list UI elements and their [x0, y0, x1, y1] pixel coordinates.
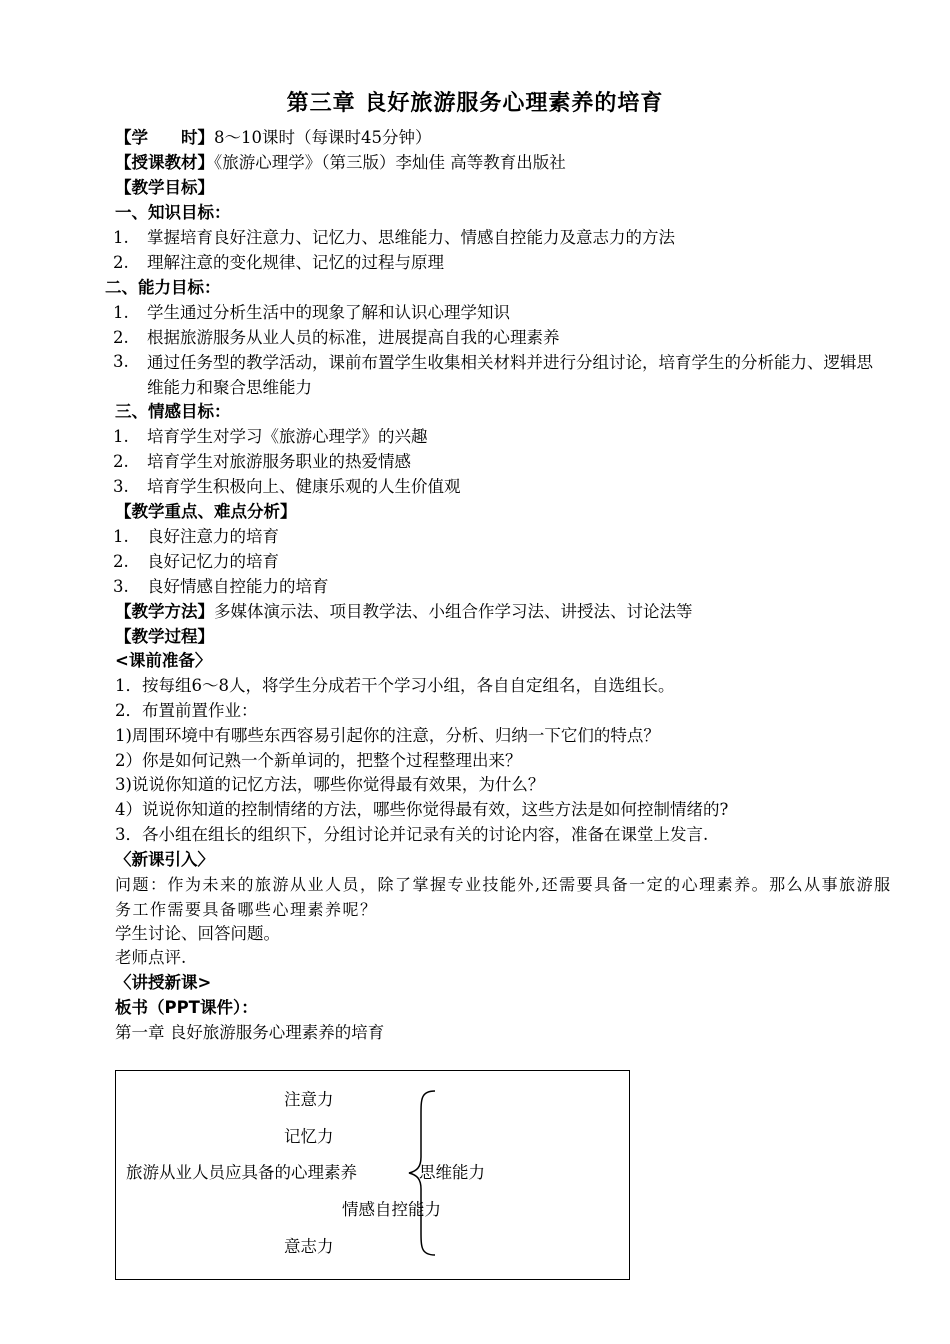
- list-item: 2. 良好记忆力的培育: [113, 552, 279, 571]
- curly-brace-icon: [401, 1087, 441, 1259]
- hours-value: 8～10课时（每课时45分钟）: [214, 128, 432, 147]
- prep-line: 2．布置前置作业：: [115, 701, 258, 720]
- focus-heading: 【教学重点、难点分析】: [115, 502, 297, 521]
- intro-heading: 〈新课引入〉: [115, 850, 214, 869]
- objectives-heading: 【教学目标】: [115, 178, 214, 197]
- diagram-left-label: 旅游从业人员应具备的心理素养: [126, 1163, 357, 1182]
- prep-line: 4）说说你知道的控制情绪的方法，哪些你觉得最有效，这些方法是如何控制情绪的?: [115, 800, 729, 819]
- list-item: 1. 掌握培育良好注意力、记忆力、思维能力、情感自控能力及意志力的方法: [113, 228, 675, 247]
- ability-heading: 二、能力目标：: [105, 278, 221, 297]
- diagram-item: 记忆力: [284, 1127, 334, 1146]
- board-title: 第一章 良好旅游服务心理素养的培育: [115, 1023, 385, 1042]
- prep-line: 1．按每组6～8人，将学生分成若干个学习小组，各自自定组名，自选组长。: [115, 676, 675, 695]
- list-item-text: 通过任务型的教学活动，课前布置学生收集相关材料并进行分组讨论，培育学生的分析能力、逻辑思维能力和聚合思维能力: [147, 353, 873, 397]
- process-heading: 【教学过程】: [115, 627, 214, 646]
- prep-heading: <课前准备〉: [115, 651, 212, 670]
- knowledge-heading: 一、知识目标：: [115, 203, 231, 222]
- methods-value: 多媒体演示法、项目教学法、小组合作学习法、讲授法、讨论法等: [214, 602, 693, 621]
- list-item: 2. 培育学生对旅游服务职业的热爱情感: [113, 452, 411, 471]
- diagram-item: 意志力: [284, 1237, 334, 1256]
- board-label: 板书（PPT课件）：: [115, 998, 258, 1017]
- list-item-number: 3.: [113, 352, 129, 371]
- emotion-heading: 三、情感目标：: [115, 402, 231, 421]
- list-item: 3. 培育学生积极向上、健康乐观的人生价值观: [113, 477, 461, 496]
- hours-label: 【学 时】: [115, 128, 214, 147]
- document-title: 第三章 良好旅游服务心理素养的培育: [286, 91, 664, 116]
- prep-line: 3．各小组在组长的组织下，分组讨论并记录有关的讨论内容，准备在课堂上发言.: [115, 825, 709, 844]
- list-item: 2. 理解注意的变化规律、记忆的过程与原理: [113, 253, 444, 272]
- list-item: 1. 培育学生对学习《旅游心理学》的兴趣: [113, 427, 428, 446]
- list-item: 3. 良好情感自控能力的培育: [113, 577, 329, 596]
- textbook-line: [115, 151, 566, 175]
- textbook-label: 【授课教材】: [115, 153, 214, 172]
- intro-question: 问题：作为未来的旅游从业人员，除了掌握专业技能外,还需要具备一定的心理素养。那么从事旅游服务工作需要具备哪些心理素养呢？: [115, 875, 892, 919]
- lecture-heading: 〈讲授新课>: [115, 973, 212, 992]
- prep-line: 3)说说你知道的记忆方法，哪些你觉得最有效果，为什么？: [115, 775, 545, 794]
- methods-label: 【教学方法】: [115, 602, 214, 621]
- methods-line: [115, 600, 693, 624]
- list-item: 1. 良好注意力的培育: [113, 527, 279, 546]
- comment-line: 老师点评.: [115, 948, 187, 967]
- list-item: 1. 学生通过分析生活中的现象了解和认识心理学知识: [113, 303, 510, 322]
- prep-line: 1)周围环境中有哪些东西容易引起你的注意，分析、归纳一下它们的特点？: [115, 726, 660, 745]
- diagram-item: 情感自控能力: [342, 1200, 441, 1219]
- list-item: 2. 根据旅游服务从业人员的标准，进展提高自我的心理素养: [113, 328, 560, 347]
- hours-line: [115, 126, 432, 150]
- prep-line: 2）你是如何记熟一个新单词的，把整个过程整理出来？: [115, 751, 522, 770]
- diagram-item: 思维能力: [419, 1163, 485, 1182]
- textbook-value: 《旅游心理学》（第三版）李灿佳 高等教育出版社: [214, 153, 566, 172]
- discussion-line: 学生讨论、回答问题。: [115, 924, 280, 943]
- psychology-diagram-box: [115, 1070, 630, 1280]
- diagram-item: 注意力: [284, 1090, 334, 1109]
